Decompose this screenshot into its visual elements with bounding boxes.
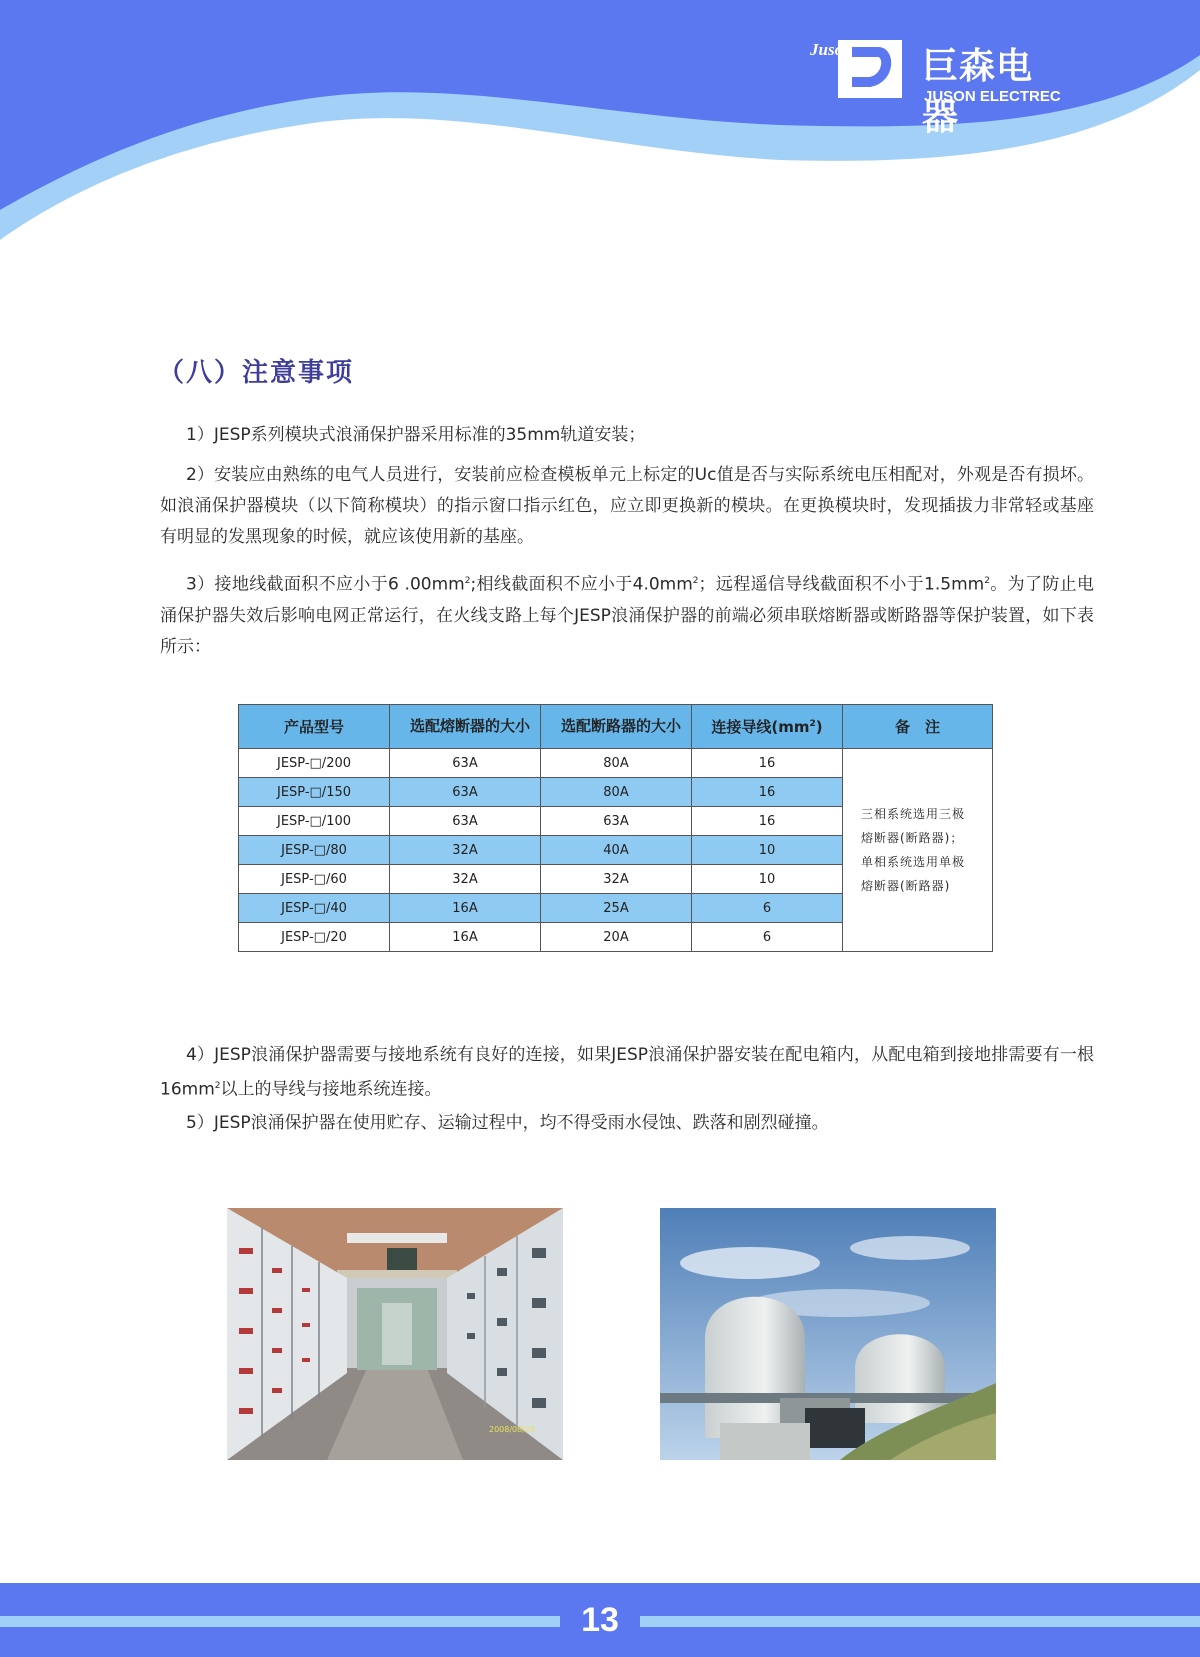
cell-breaker: 25A bbox=[541, 894, 692, 923]
paragraph-3-part-a: 3）接地线截面积不应小于6 .00mm bbox=[186, 574, 465, 595]
page-number: 13 bbox=[560, 1597, 640, 1643]
cell-model: JESP-□/80 bbox=[239, 836, 390, 865]
nuclear-plant-illustration bbox=[660, 1208, 996, 1460]
cell-breaker: 80A bbox=[541, 749, 692, 778]
paragraph-1 bbox=[160, 420, 1094, 451]
paragraph-4-part-b: 以上的导线与接地系统连接。 bbox=[220, 1079, 442, 1100]
paragraph-1-text: 1）JESP系列模块式浪涌保护器采用标准的35mm轨道安装； bbox=[186, 425, 646, 445]
cell-model: JESP-□/40 bbox=[239, 894, 390, 923]
superscript: 2 bbox=[809, 719, 816, 729]
cell-breaker: 20A bbox=[541, 923, 692, 952]
paragraph-3-part-c: ；远程遥信导线截面积不小于1.5mm bbox=[698, 574, 985, 595]
cell-fuse: 32A bbox=[390, 865, 541, 894]
note-line: 熔断器(断路器)； bbox=[861, 831, 964, 845]
cell-fuse: 63A bbox=[390, 807, 541, 836]
cell-note bbox=[843, 749, 993, 952]
switchgear-room-illustration bbox=[227, 1208, 563, 1460]
col-header-wire-text: 连接导线(mm bbox=[711, 718, 810, 736]
cell-fuse: 63A bbox=[390, 749, 541, 778]
cell-fuse: 63A bbox=[390, 778, 541, 807]
cell-model: JESP-□/20 bbox=[239, 923, 390, 952]
col-header-note: 备 注 bbox=[843, 705, 993, 749]
cell-wire: 16 bbox=[692, 778, 843, 807]
table-row bbox=[239, 749, 993, 778]
col-header-wire-close: ) bbox=[815, 718, 823, 736]
brand-logo bbox=[808, 38, 1068, 138]
paragraph-3-part-d: 。为了防止电涌保护器失效后影响电网正常运行，在火线支路上每个JESP浪涌保护器的前端必须串联熔断器或断路器等保护装置，如下表所示： bbox=[160, 574, 1095, 657]
paragraph-3 bbox=[160, 566, 1094, 663]
cell-wire: 10 bbox=[692, 865, 843, 894]
cell-fuse: 16A bbox=[390, 894, 541, 923]
cell-model: JESP-□/100 bbox=[239, 807, 390, 836]
note-line: 单相系统选用单极 bbox=[861, 855, 966, 869]
switchgear-room-photo bbox=[227, 1208, 563, 1460]
cell-wire: 16 bbox=[692, 807, 843, 836]
col-header-model: 产品型号 bbox=[239, 705, 390, 749]
superscript: 2 bbox=[692, 576, 699, 586]
cell-wire: 10 bbox=[692, 836, 843, 865]
superscript: 2 bbox=[464, 576, 471, 586]
paragraph-2-text: 2）安装应由熟练的电气人员进行，安装前应检查模板单元上标定的Uc值是否与实际系统电压相配对，外观是否有损坏。如浪涌保护器模块（以下简称模块）的指示窗口指示红色，应立即更换新的模块。在更换模块时，发现插拔力非常轻或基座有明显的发黑现象的时候，就应该使用新的基座。 bbox=[160, 465, 1094, 547]
nuclear-plant-photo bbox=[660, 1208, 996, 1460]
cell-breaker: 80A bbox=[541, 778, 692, 807]
spec-table bbox=[238, 704, 993, 952]
col-header-fuse: 选配熔断器的大小 bbox=[390, 705, 541, 749]
cell-breaker: 63A bbox=[541, 807, 692, 836]
col-header-wire bbox=[692, 705, 843, 749]
paragraph-2 bbox=[160, 460, 1094, 553]
brand-name-en: JUSON ELECTREC bbox=[924, 88, 1061, 105]
section-title: （八）注意事项 bbox=[158, 358, 355, 388]
paragraph-5-text: 5）JESP浪涌保护器在使用贮存、运输过程中，均不得受雨水侵蚀、跌落和剧烈碰撞。 bbox=[186, 1113, 829, 1133]
brand-name-cn: 巨森电器 bbox=[922, 46, 1034, 138]
cell-wire: 6 bbox=[692, 894, 843, 923]
cell-wire: 16 bbox=[692, 749, 843, 778]
superscript: 2 bbox=[984, 576, 990, 586]
cell-fuse: 32A bbox=[390, 836, 541, 865]
cell-model: JESP-□/60 bbox=[239, 865, 390, 894]
cell-fuse: 16A bbox=[390, 923, 541, 952]
cell-model: JESP-□/200 bbox=[239, 749, 390, 778]
cell-breaker: 40A bbox=[541, 836, 692, 865]
paragraph-5 bbox=[160, 1108, 1094, 1139]
photo-date-stamp: 2008/08/25 bbox=[489, 1425, 536, 1434]
paragraph-4 bbox=[160, 1040, 1094, 1106]
note-line: 三相系统选用三极 bbox=[861, 807, 966, 821]
table-header-row bbox=[239, 705, 993, 749]
col-header-breaker: 选配断路器的大小 bbox=[541, 705, 692, 749]
paragraph-4-part-a: 4）JESP浪涌保护器需要与接地系统有良好的连接，如果JESP浪涌保护器安装在配电箱内，从配电箱到接地排需要有一根16mm bbox=[160, 1045, 1094, 1100]
cell-model: JESP-□/150 bbox=[239, 778, 390, 807]
cell-wire: 6 bbox=[692, 923, 843, 952]
logo-mark-text: Juson bbox=[810, 40, 853, 59]
cell-breaker: 32A bbox=[541, 865, 692, 894]
note-line: 熔断器(断路器) bbox=[861, 879, 951, 893]
superscript: 2 bbox=[214, 1081, 221, 1091]
paragraph-3-part-b: ;相线截面积不应小于4.0mm bbox=[470, 574, 693, 595]
